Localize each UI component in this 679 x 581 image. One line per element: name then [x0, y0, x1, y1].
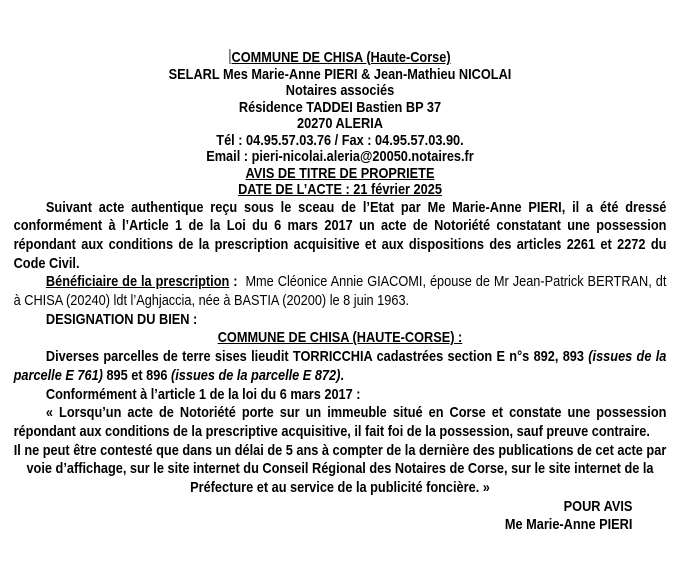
- parcelles-text-start: Diverses parcelles de terre sises lieudit TORRICCHIA cadastrées section E n°s 892, 893: [45, 348, 589, 366]
- heading-conformement: Conformément à l’article 1 de la loi du 6 mars 2017 :: [45, 385, 361, 403]
- paragraph-citation-loi: « Lorsqu’un acte de Notoriété porte sur un immeuble situé en Corse et constate une possession répondant aux conditions de la prescriptive acquisitive, il fait foi de la possession, sauf preuve contraire.: [13, 404, 667, 440]
- parcelles-italic-1: (issues de la parcelle E 761): [13, 348, 667, 384]
- parcelles-italic-2: (issues de la parcelle E 872): [170, 366, 341, 384]
- beneficiaire-label: Bénéficiaire de la prescription: [45, 273, 230, 291]
- paragraph-beneficiaire: [14, 273, 667, 310]
- header-line-date-acte: DATE DE L’ACTE : 21 février 2025: [238, 181, 442, 198]
- heading-designation-du-bien: DESIGNATION DU BIEN :: [45, 310, 198, 328]
- header-line-tel-fax: Tél : 04.95.57.03.76 / Fax : 04.95.57.03.90.: [216, 131, 464, 149]
- heading-commune-bien-text: COMMUNE DE CHISA (HAUTE-CORSE) :: [217, 329, 463, 347]
- parcelles-text-mid: 895 et 896: [102, 366, 171, 384]
- document-header: [14, 49, 667, 199]
- header-line-selarl: SELARL Mes Marie-Anne PIERI & Jean-Mathieu NICOLAI: [168, 65, 512, 83]
- paragraph-acte-authentique: Suivant acte authentique reçu sous le sceau de l’Etat par Me Marie-Anne PIERI, il a été dressé conformément à l’Article 1 de la Loi du 6 mars 2017 un acte de Notoriété constatant une possession répondant aux conditions de la prescription acquisitive et aux dispositions des articles 2261 et 2272 du Code Civil.: [13, 198, 667, 272]
- header-line-commune: [14, 49, 667, 67]
- header-line-notaires: Notaires associés: [285, 82, 395, 99]
- beneficiaire-value: Mme Cléonice Annie GIACOMI, épouse de Mr Jean-Patrick BERTRAN, dt à CHISA (20240) ldt l’Aghjaccia, née à BASTIA (20200) le 8 juin 1963.: [13, 273, 667, 310]
- signature-pour-avis: POUR AVIS: [563, 497, 633, 515]
- header-line-residence: Résidence TADDEI Bastien BP 37: [238, 98, 442, 116]
- paragraph-delai-contestation: Il ne peut être contesté que dans un délai de 5 ans à compter de la dernière des publications de cet acte par voie d’affichage, sur le site internet du Conseil Régional des Notaires de Corse, sur le site internet de la Préfecture et au service de la publicité foncière. »: [13, 441, 667, 497]
- paragraph-parcelles: [14, 348, 667, 385]
- header-line-email: Email : pieri-nicolai.aleria@20050.notaires.fr: [206, 148, 474, 165]
- heading-commune-bien: [14, 329, 667, 348]
- header-line-ville: 20270 ALERIA: [297, 115, 383, 132]
- header-commune-text: COMMUNE DE CHISA (Haute-Corse): [231, 49, 451, 66]
- header-line-avis-titre: AVIS DE TITRE DE PROPRIETE: [245, 164, 435, 182]
- beneficiaire-separator: :: [229, 273, 246, 291]
- parcelles-text-end: .: [340, 366, 344, 384]
- signature-notaire: Me Marie-Anne PIERI: [504, 516, 633, 534]
